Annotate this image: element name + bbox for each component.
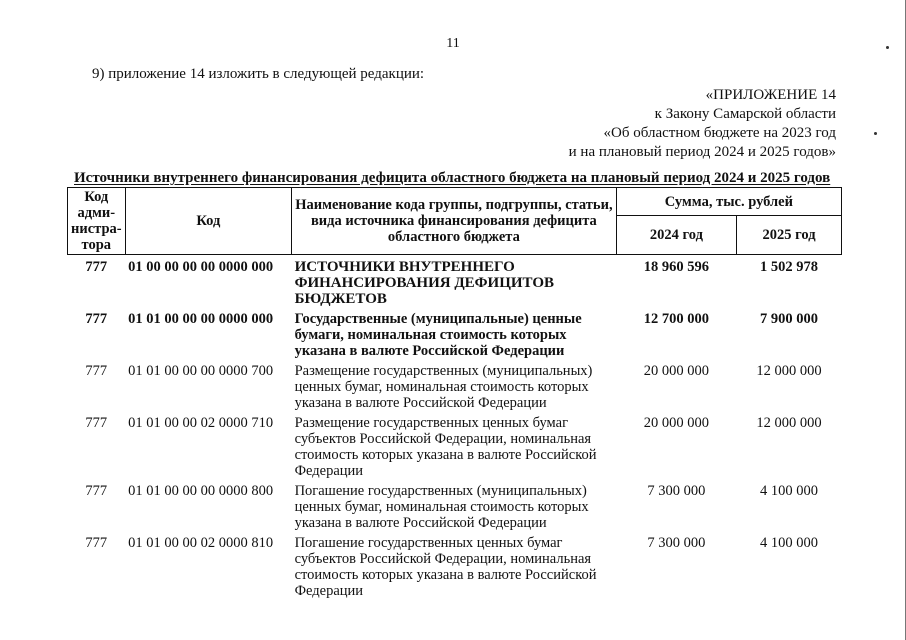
budget-code-cell: 01 01 00 00 02 0000 710 <box>128 415 274 431</box>
header-sum: Сумма, тыс. рублей <box>616 188 841 216</box>
table-row <box>68 359 842 411</box>
source-name-cell: Государственные (муниципальные) ценные бумаги, номинальная стоимость которых указана в валюте Российской Федерации <box>294 311 582 359</box>
amendment-intro: 9) приложение 14 изложить в следующей редакции: <box>92 66 425 82</box>
amount-2024-cell: 20 000 000 <box>643 363 710 379</box>
appendix-line: «ПРИЛОЖЕНИЕ 14 <box>705 87 836 103</box>
amount-2024-cell: 18 960 596 <box>643 259 710 275</box>
header-year-2025: 2025 год <box>737 216 842 255</box>
admin-code-cell: 777 <box>85 363 108 379</box>
budget-code-cell: 01 01 00 00 00 0000 700 <box>128 363 274 379</box>
table-row <box>68 307 842 359</box>
source-name-cell: ИСТОЧНИКИ ВНУТРЕННЕГО ФИНАНСИРОВАНИЯ ДЕФИЦИТОВ БЮДЖЕТОВ <box>294 259 555 307</box>
table-row <box>68 531 842 599</box>
admin-code-cell: 777 <box>85 259 108 275</box>
header-year-2024: 2024 год <box>616 216 736 255</box>
source-name-cell: Размещение государственных (муниципальных) ценных бумаг, номинальная стоимость которых указана в валюте Российской Федерации <box>294 363 593 411</box>
table-row <box>68 479 842 531</box>
source-name-cell: Размещение государственных ценных бумаг субъектов Российской Федерации, номинальная стоимость которых указана в валюте Российской Федерации <box>294 415 597 479</box>
amount-2024-cell: 7 300 000 <box>647 483 706 499</box>
header-code: Код <box>125 188 291 255</box>
budget-code-cell: 01 01 00 00 00 0000 000 <box>128 311 274 327</box>
table-row <box>68 411 842 479</box>
amount-2024-cell: 12 700 000 <box>643 311 710 327</box>
admin-code-cell: 777 <box>85 311 108 327</box>
table-body <box>68 255 842 600</box>
budget-code-cell: 01 01 00 00 02 0000 810 <box>128 535 274 551</box>
appendix-line: к Закону Самарской области <box>654 106 836 122</box>
amount-2025-cell: 4 100 000 <box>760 535 819 551</box>
amount-2025-cell: 4 100 000 <box>760 483 819 499</box>
scan-speck <box>874 132 877 135</box>
appendix-header <box>506 86 836 162</box>
budget-code-cell: 01 01 00 00 00 0000 800 <box>128 483 274 499</box>
amount-2025-cell: 12 000 000 <box>756 415 822 431</box>
table-row <box>68 255 842 308</box>
admin-code-cell: 777 <box>85 535 108 551</box>
header-admin-code: Код адми-нистра-тора <box>68 188 126 255</box>
admin-code-cell: 777 <box>85 415 108 431</box>
budget-code-cell: 01 00 00 00 00 0000 000 <box>128 259 274 275</box>
amount-2025-cell: 1 502 978 <box>760 259 819 275</box>
amount-2024-cell: 7 300 000 <box>647 535 706 551</box>
source-name-cell: Погашение государственных ценных бумаг субъектов Российской Федерации, номинальная стоимость которых указана в валюте Российской Федерации <box>294 535 597 599</box>
financing-sources-table <box>67 187 842 599</box>
source-name-cell: Погашение государственных (муниципальных) ценных бумаг, номинальная стоимость которых указана в валюте Российской Федерации <box>294 483 589 531</box>
amount-2024-cell: 20 000 000 <box>643 415 710 431</box>
amount-2025-cell: 12 000 000 <box>756 363 822 379</box>
header-name: Наименование кода группы, подгруппы, статьи, вида источника финансирования дефицита областного бюджета <box>292 188 617 255</box>
admin-code-cell: 777 <box>85 483 108 499</box>
table-title: Источники внутреннего финансирования дефицита областного бюджета на плановый период 2024 и 2025 годов <box>74 170 831 186</box>
amount-2025-cell: 7 900 000 <box>760 311 819 327</box>
appendix-line: «Об областном бюджете на 2023 год <box>603 125 836 141</box>
page-number: 11 <box>446 36 460 51</box>
appendix-line: и на плановый период 2024 и 2025 годов» <box>568 144 836 160</box>
